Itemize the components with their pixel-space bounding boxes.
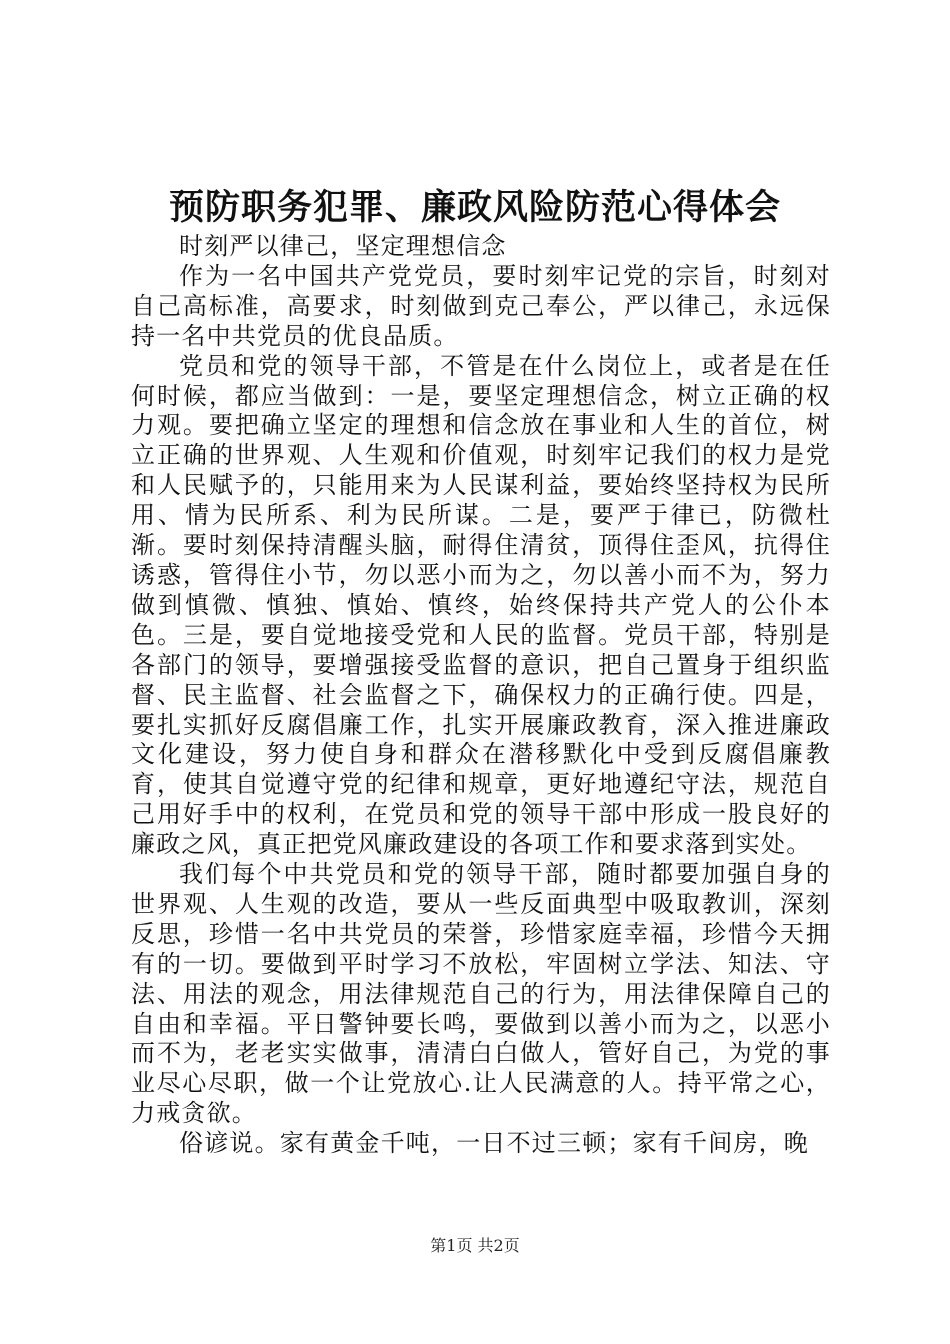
paragraph: 我们每个中共党员和党的领导干部，随时都要加强自身的世界观、人生观的改造，要从一些反面典型中吸取教训，深刻反思，珍惜一名中共党员的荣誉，珍惜家庭幸福，珍惜今天拥有的一切。要做到平时学习不放松，牢固树立学法、知法、守法、用法的观念，用法律规范自己的行为，用法律保障自己的自由和幸福。平日警钟要长鸣，要做到以善小而为之，以恶小而不为，老老实实做事，清清白白做人，管好自己，为党的事业尽心尽职，做一个让党放心.让人民满意的人。持平常之心，力戒贪欲。 xyxy=(131,860,831,1128)
document-title: 预防职务犯罪、廉政风险防范心得体会 xyxy=(168,187,781,228)
document-body xyxy=(131,232,831,1159)
paragraph: 俗谚说。家有黄金千吨，一日不过三顿；家有千间房，晚 xyxy=(179,1129,809,1158)
paragraph: 作为一名中国共产党党员，要时刻牢记党的宗旨，时刻对自己高标准，高要求，时刻做到克己奉公，严以律己，永远保持一名中共党员的优良品质。 xyxy=(131,261,831,350)
section-heading: 时刻严以律己，坚定理想信念 xyxy=(179,232,507,260)
page-footer: 第1页 共2页 xyxy=(430,1236,520,1255)
paragraph: 党员和党的领导干部，不管是在什么岗位上，或者是在任何时候，都应当做到：一是，要坚定理想信念，树立正确的权力观。要把确立坚定的理想和信念放在事业和人生的首位，树立正确的世界观、人生观和价值观，时刻牢记我们的权力是党和人民赋予的，只能用来为人民谋利益，要始终坚持权为民所用、情为民所系、利为民所谋。二是，要严于律已，防微杜渐。要时刻保持清醒头脑，耐得住清贫，顶得住歪风，抗得住诱惑，管得住小节，勿以恶小而为之，勿以善小而不为，努力做到慎微、慎独、慎始、慎终，始终保持共产党人的公仆本色。三是，要自觉地接受党和人民的监督。党员干部，特别是各部门的领导，要增强接受监督的意识，把自己置身于组织监督、民主监督、社会监督之下，确保权力的正确行使。四是，要扎实抓好反腐倡廉工作，扎实开展廉政教育，深入推进廉政文化建设，努力使自身和群众在潜移默化中受到反腐倡廉教育，使其自觉遵守党的纪律和规章，更好地遵纪守法，规范自己用好手中的权利，在党员和党的领导干部中形成一股良好的廉政之风，真正把党风廉政建设的各项工作和要求落到实处。 xyxy=(131,351,831,859)
